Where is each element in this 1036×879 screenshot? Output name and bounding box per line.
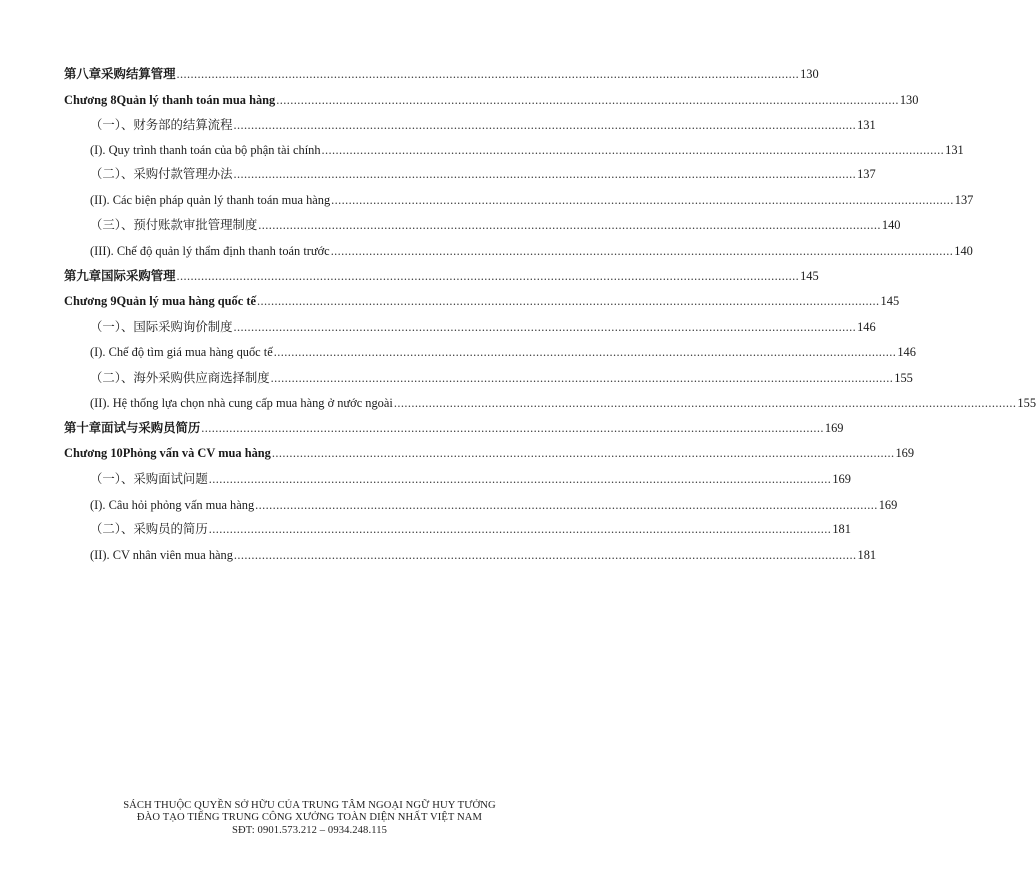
footer-line-3: SĐT: 0901.573.212 – 0934.248.115: [231, 824, 387, 836]
toc-entry-section[interactable]: [90, 142, 964, 158]
toc-entry-title: (I). Chế độ tìm giá mua hàng quốc tế: [90, 345, 273, 359]
toc-entry-page: 130: [899, 93, 919, 107]
toc-entry-title: (II). Hệ thống lựa chọn nhà cung cấp mua hàng ở nước ngoài: [90, 396, 393, 410]
dot-leader: ..................................................................................................................................................................................: [208, 522, 832, 536]
toc-entry-chapter-10-vi[interactable]: [64, 445, 915, 461]
toc-entry-title: （一）、采购面试问题: [90, 472, 208, 486]
toc-entry-section[interactable]: [90, 192, 974, 208]
toc-entry-page: 137: [954, 193, 974, 207]
dot-leader: ..................................................................................................................................................................................: [330, 244, 954, 258]
toc-entry-section[interactable]: [90, 344, 916, 360]
toc-entry-prefix: 第十章: [64, 421, 102, 435]
toc-entry-page: 145: [880, 294, 900, 308]
dot-leader: ..................................................................................................................................................................................: [258, 218, 881, 232]
dot-leader: ..................................................................................................................................................................................: [255, 498, 878, 512]
dot-leader: ..................................................................................................................................................................................: [270, 371, 894, 385]
toc-entry-chapter-8-vi[interactable]: [64, 92, 919, 108]
dot-leader: ..................................................................................................................................................................................: [321, 143, 945, 157]
dot-leader: ..................................................................................................................................................................................: [233, 320, 857, 334]
toc-entry-section[interactable]: [90, 319, 876, 335]
toc-entry-title: （三）、预付账款审批管理制度: [90, 218, 258, 232]
toc-entry-title: (I). Quy trình thanh toán của bộ phận tài chính: [90, 143, 321, 157]
toc-entry-title: （二）、采购员的简历: [90, 522, 208, 536]
toc-entry-title: Quản lý thanh toán mua hàng: [116, 93, 276, 107]
toc-entry-title: 面试与采购员简历: [101, 421, 201, 435]
toc-entry-title: (I). Câu hỏi phỏng vấn mua hàng: [90, 498, 255, 512]
toc-entry-page: 137: [857, 167, 876, 181]
dot-leader: ..................................................................................................................................................................................: [331, 193, 954, 207]
toc-entry-title: 第八章采购结算管理: [64, 67, 176, 81]
toc-entry-title: （一）、财务部的结算流程: [90, 118, 233, 132]
toc-entry-page: 155: [894, 371, 913, 385]
toc-entry-title: （二）、海外采购供应商选择制度: [90, 371, 270, 385]
toc-entry-chapter-9-zh[interactable]: [64, 268, 819, 284]
toc-entry-section[interactable]: [90, 217, 901, 233]
toc-entry-page: 169: [824, 421, 844, 435]
dot-leader: ..................................................................................................................................................................................: [176, 269, 800, 283]
toc-entry-page: 145: [800, 269, 819, 283]
toc-entry-title: (III). Chế độ quản lý thẩm định thanh toán trước: [90, 244, 330, 258]
dot-leader: ..................................................................................................................................................................................: [201, 421, 824, 435]
toc-entry-prefix: 第九章: [64, 269, 102, 283]
toc-entry-section[interactable]: [90, 243, 973, 259]
toc-entry-page: 131: [857, 118, 876, 132]
toc-entry-page: 181: [832, 522, 851, 536]
toc-entry-prefix: Chương 9: [64, 294, 117, 308]
toc-entry-section[interactable]: [90, 471, 851, 487]
toc-entry-section[interactable]: [90, 395, 1036, 411]
toc-entry-section[interactable]: [90, 370, 913, 386]
dot-leader: ..................................................................................................................................................................................: [233, 548, 857, 562]
toc-entry-title: （二）、采购付款管理办法: [90, 167, 233, 181]
dot-leader: ..................................................................................................................................................................................: [393, 396, 1017, 410]
toc-entry-section[interactable]: [90, 166, 876, 182]
dot-leader: ..................................................................................................................................................................................: [273, 345, 897, 359]
toc-entry-page: 155: [1017, 396, 1036, 410]
toc-entry-chapter-10-zh[interactable]: [64, 420, 844, 436]
dot-leader: ..................................................................................................................................................................................: [276, 93, 899, 107]
toc-entry-page: 181: [857, 548, 877, 562]
toc-entry-section[interactable]: [90, 117, 876, 133]
toc-entry-page: 169: [895, 446, 915, 460]
toc-entry-page: 146: [857, 320, 876, 334]
toc-entry-title: 国际采购管理: [101, 269, 176, 283]
toc-entry-page: 130: [800, 67, 819, 81]
toc-entry-page: 131: [945, 143, 964, 157]
toc-entry-page: 146: [897, 345, 916, 359]
toc-entry-page: 169: [832, 472, 851, 486]
toc-entry-prefix: Chương 10: [64, 446, 123, 460]
footer-line-2: ĐÀO TẠO TIẾNG TRUNG CÔNG XƯỞNG TOÀN DIỆN NHẤT VIỆT NAM: [136, 812, 483, 824]
dot-leader: ..................................................................................................................................................................................: [233, 118, 857, 132]
toc-entry-title: (II). CV nhân viên mua hàng: [90, 548, 233, 562]
toc-entry-section[interactable]: [90, 497, 898, 513]
dot-leader: ..................................................................................................................................................................................: [271, 446, 895, 460]
footer-line-1: SÁCH THUỘC QUYỀN SỞ HỮU CỦA TRUNG TÂM NGOẠI NGỮ HUY TƯỞNG: [123, 800, 496, 811]
toc-entry-prefix: Chương 8: [64, 93, 117, 107]
toc-entry-page: 140: [954, 244, 973, 258]
toc-entry-title: Phỏng vấn và CV mua hàng: [122, 446, 271, 460]
toc-entry-section[interactable]: [90, 521, 851, 537]
page-footer: [0, 800, 619, 837]
dot-leader: ..................................................................................................................................................................................: [233, 167, 857, 181]
toc-entry-page: 140: [881, 218, 901, 232]
toc-entry-chapter-9-vi[interactable]: [64, 293, 900, 309]
dot-leader: ..................................................................................................................................................................................: [208, 472, 832, 486]
toc-entry-chapter-8-zh[interactable]: [64, 66, 819, 82]
toc-entry-title: Quản lý mua hàng quốc tế: [116, 294, 256, 308]
toc-entry-title: (II). Các biện pháp quản lý thanh toán mua hàng: [90, 193, 331, 207]
dot-leader: ..................................................................................................................................................................................: [176, 67, 800, 81]
toc-entry-title: （一）、国际采购询价制度: [90, 320, 233, 334]
toc-entry-page: 169: [878, 498, 898, 512]
toc-entry-section[interactable]: [90, 547, 877, 563]
dot-leader: ..................................................................................................................................................................................: [256, 294, 880, 308]
